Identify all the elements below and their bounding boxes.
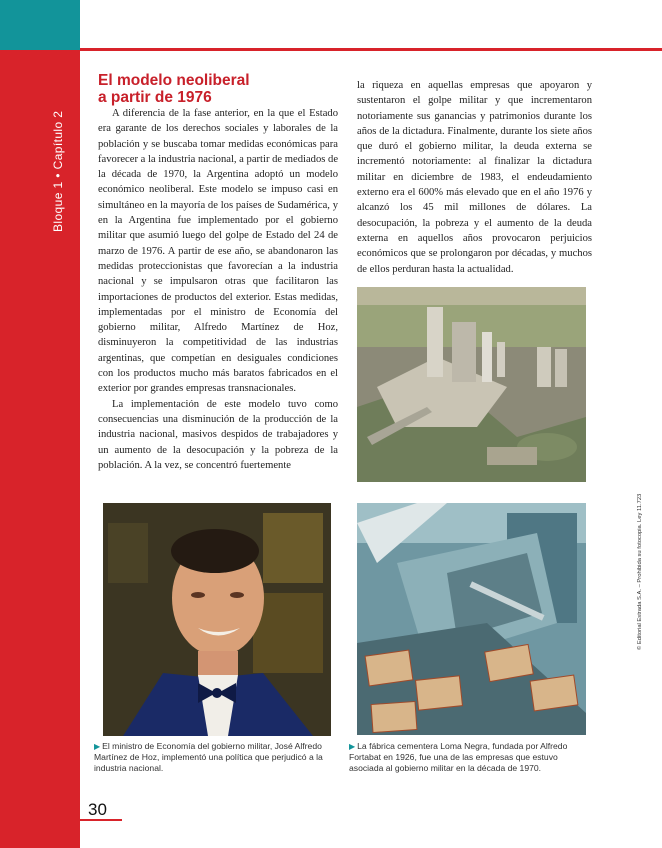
paragraph: A diferencia de la fase anterior, en la que el Estado era garante de los derechos sociales y laborales de la población y se buscaba tomar medidas económicas para favorecer a la industria nacional, a partir de mediados de la década de 1970, la Argentina adoptó un modelo económico neoliberal. Este modelo se impuso casi en simultáneo en la mayoría de los países de Sudamérica, y en la Argentina fue implementado por el gobierno militar que asumió luego del golpe de Estado del 24 de marzo de 1976. A partir de ese año, se abandonaron las medidas proteccionistas que favorecían a la industria nacional y se impulsaron otras que facilitaron las importaciones de productos del exterior. Estas medidas, implementadas por el ministro de Economía del gobierno militar, Alfredo Martínez de Hoz, disminuyeron la competitividad de las industrias argentinas, que competían en desiguales condiciones con los productos mucho más baratos fabricados en el exterior por grandes empresas transnacionales. <box>98 108 339 395</box>
title-line-2: a partir de 1976 <box>98 89 212 106</box>
caption-arrow-icon: ▶ <box>94 742 101 751</box>
cement-plant-interior-photo <box>357 503 586 735</box>
left-column <box>98 106 338 473</box>
caption-plant <box>349 741 589 774</box>
martinez-de-hoz-portrait <box>103 503 331 736</box>
article-title <box>98 72 338 106</box>
header-red-rule <box>80 48 662 51</box>
paragraph: la riqueza en aquellas empresas que apoyaron y sustentaron el golpe militar y que incrementaron notoriamente sus ganancias y patrimonios durante los años de la dictadura. Finalmente, durante los siete años que duró el gobierno militar, la deuda externa se incrementó notoriamente: al finalizar la dictadura militar en diciembre de 1983, el endeudamiento externo era el 600% más elevado que en el año 1976 y alcanzó los 45 mil millones de dólares. La desocupación, la pobreza y el aumento de la deuda externa en aquellos años provocaron perjuicios económicos que se prolongaron por décadas, y muchos de ellos perduran hasta la actualidad. <box>357 80 592 275</box>
caption-text: La fábrica cementera Loma Negra, fundada por Alfredo Fortabat en 1926, fue una de las empresas que estuvo asociada al gobierno militar en la década de 1970. <box>349 741 568 773</box>
copyright-notice: © Editorial Estrada S.A. – Prohibida su fotocopia. Ley 11.723 <box>637 493 643 650</box>
caption-portrait <box>94 741 334 774</box>
title-line-1: El modelo neoliberal <box>98 72 250 89</box>
page-number: 30 <box>88 800 107 819</box>
paragraph: La implementación de este modelo tuvo como consecuencias una disminución de la producción de la industria nacional, masivos despidos de trabajadores y un aumento de la desocupación y la pobreza de la población. A la vez, se concentró fuertemente <box>98 398 338 471</box>
cement-factory-aerial-photo <box>357 287 586 482</box>
chapter-label: Bloque 1 • Capítulo 2 <box>51 110 65 232</box>
caption-arrow-icon: ▶ <box>349 742 356 751</box>
page-number-rule <box>80 819 122 821</box>
right-column <box>357 78 592 277</box>
caption-text: El ministro de Economía del gobierno militar, José Alfredo Martínez de Hoz, implementó una política que perjudicó a la industria nacional. <box>94 741 323 773</box>
